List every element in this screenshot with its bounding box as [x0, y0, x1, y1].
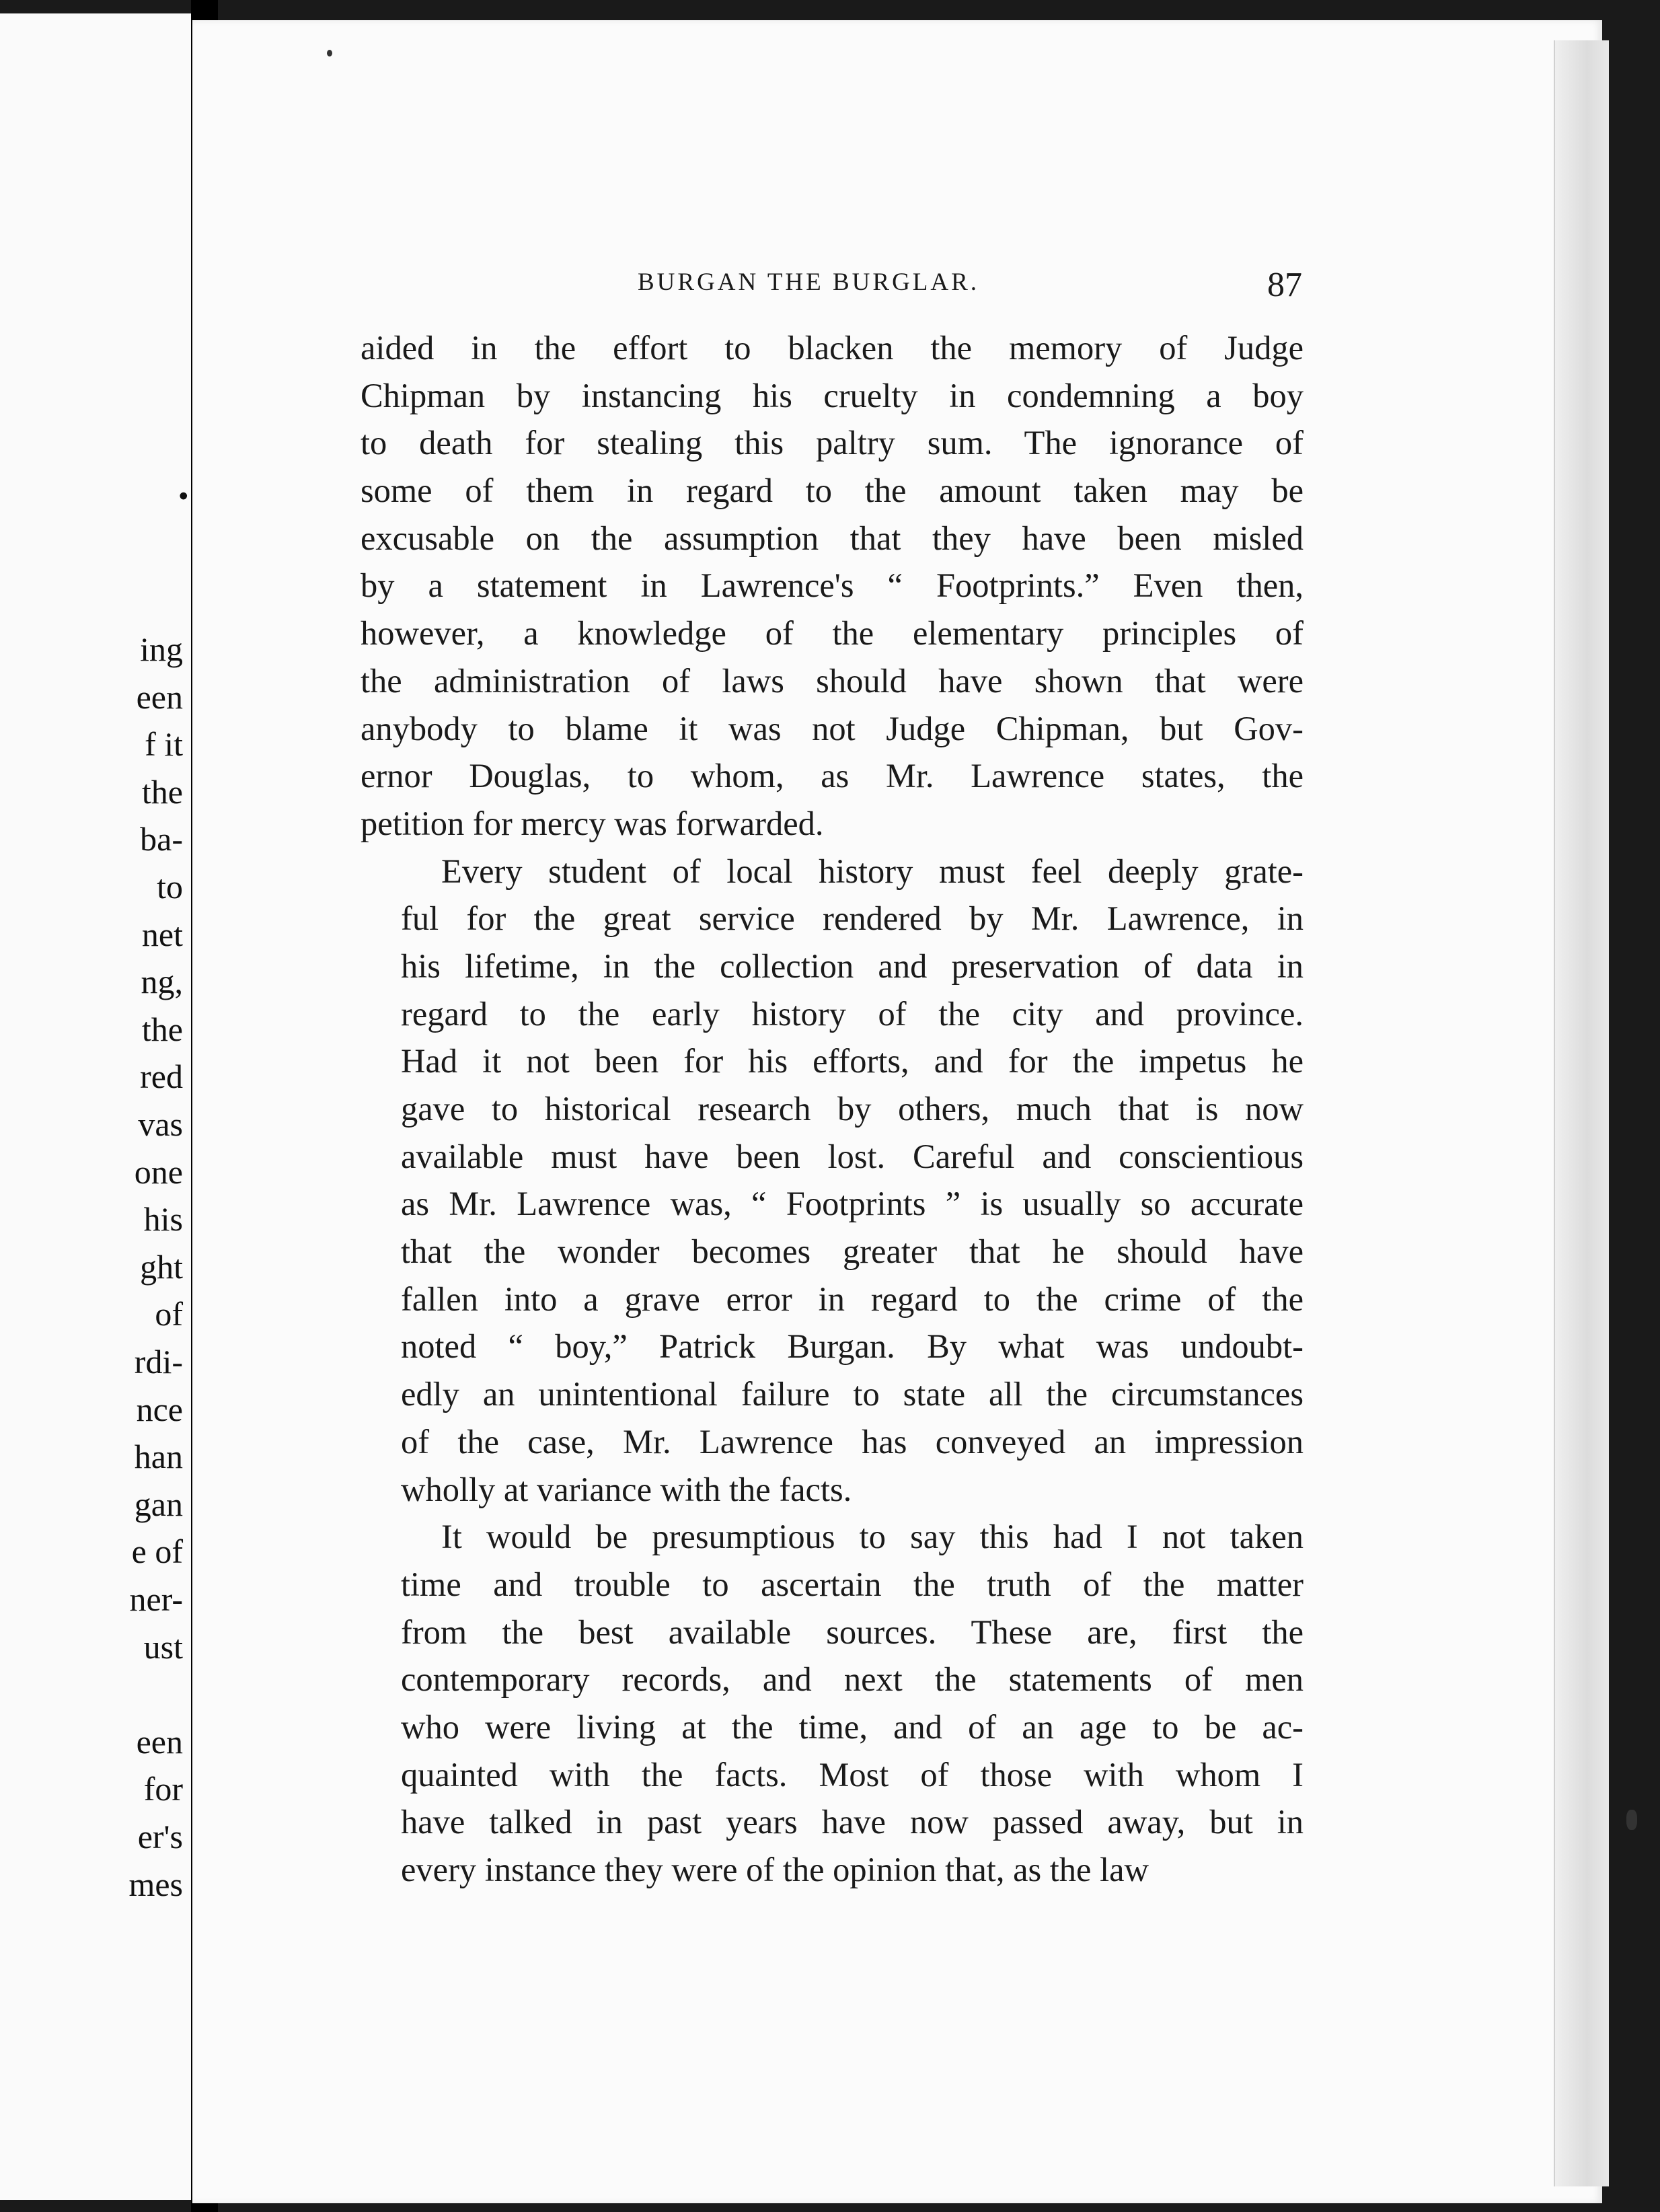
- facing-page-fragment: er's: [137, 1818, 183, 1855]
- page-edge: [1554, 40, 1609, 2186]
- text-line: who were living at the time, and of an age to be ac-: [401, 1707, 1304, 1746]
- text-line: wholly at variance with the facts.: [401, 1470, 852, 1508]
- text-line: by a statement in Lawrence's “ Footprints.” Even then,: [361, 566, 1304, 605]
- text-line: petition for mercy was forwarded.: [361, 804, 824, 842]
- facing-page-fragment: rdi-: [134, 1343, 183, 1380]
- text-line: that the wonder becomes greater that he should have: [401, 1232, 1304, 1271]
- facing-page-fragment: for: [143, 1770, 183, 1808]
- facing-page-fragment: e of: [131, 1533, 183, 1571]
- facing-page-fragment: mes: [128, 1865, 183, 1903]
- running-head: BURGAN THE BURGLAR.: [638, 268, 980, 296]
- text-line: aided in the effort to blacken the memory of Judge: [361, 329, 1304, 367]
- facing-page-fragment: ght: [140, 1247, 183, 1286]
- text-line: some of them in regard to the amount taken may be: [361, 472, 1304, 510]
- facing-page-left: [0, 13, 191, 2200]
- text-line: Chipman by instancing his cruelty in condemning a boy: [361, 376, 1304, 414]
- text-line: the administration of laws should have shown that were: [361, 661, 1304, 700]
- facing-page-fragment: nce: [136, 1390, 183, 1428]
- facing-page-fragment: een: [136, 1722, 183, 1761]
- text-line: gave to historical research by others, much that is now: [401, 1090, 1304, 1128]
- page-number: 87: [1267, 266, 1302, 304]
- facing-page-fragment: ba-: [140, 820, 183, 858]
- text-line: regard to the early history of the city and province.: [401, 994, 1304, 1033]
- paragraph: [361, 848, 1304, 1514]
- facing-page-fragment: ing: [140, 630, 183, 668]
- facing-page-fragment: f it: [145, 725, 183, 764]
- facing-page-fragment: net: [141, 915, 183, 953]
- paragraph: [361, 324, 1304, 848]
- paragraph: [361, 1513, 1304, 1894]
- text-line: time and trouble to ascertain the truth of the matter: [401, 1565, 1304, 1603]
- text-line: anybody to blame it was not Judge Chipman, but Gov-: [361, 709, 1304, 747]
- facing-page-fragment: han: [134, 1438, 183, 1476]
- facing-page-fragment: vas: [138, 1105, 183, 1143]
- text-line: every instance they were of the opinion that, as the law: [401, 1851, 1149, 1888]
- facing-page-fragment: een: [136, 677, 183, 716]
- text-line: contemporary records, and next the statements of men: [401, 1660, 1304, 1699]
- facing-page-fragment: ner-: [129, 1580, 183, 1618]
- facing-page-fragment: ust: [143, 1627, 183, 1666]
- text-line: Every student of local history must feel deeply grate-: [441, 852, 1304, 890]
- ink-speck: [1626, 1810, 1637, 1830]
- text-line: however, a knowledge of the elementary principles of: [361, 614, 1304, 653]
- text-line: fallen into a grave error in regard to the crime of the: [401, 1280, 1304, 1318]
- facing-page-fragment: the: [141, 772, 183, 811]
- text-line: quainted with the facts. Most of those with whom I: [401, 1755, 1304, 1794]
- text-line: ernor Douglas, to whom, as Mr. Lawrence states, the: [361, 757, 1304, 795]
- text-line: excusable on the assumption that they have been misled: [361, 519, 1304, 557]
- text-line: have talked in past years have now passed away, but in: [401, 1803, 1304, 1841]
- facing-page-fragment: the: [141, 1010, 183, 1048]
- facing-page-fragment: red: [140, 1058, 183, 1096]
- text-line: his lifetime, in the collection and preservation of data in: [401, 947, 1304, 985]
- text-line: noted “ boy,” Patrick Burgan. By what was undoubt-: [401, 1327, 1304, 1366]
- facing-page-fragment: his: [143, 1200, 183, 1239]
- text-line: It would be presumptious to say this had I not taken: [441, 1518, 1304, 1556]
- ink-speck: [327, 50, 332, 57]
- facing-page-fragment: ng,: [141, 963, 183, 1001]
- text-line: ful for the great service rendered by Mr. Lawrence, in: [401, 899, 1304, 938]
- text-line: to death for stealing this paltry sum. The ignorance of: [361, 424, 1304, 462]
- facing-page-fragment: of: [155, 1295, 183, 1333]
- facing-page-mark: .: [176, 445, 191, 512]
- text-line: available must have been lost. Careful and conscientious: [401, 1137, 1304, 1175]
- text-line: of the case, Mr. Lawrence has conveyed an impression: [401, 1422, 1304, 1461]
- text-line: as Mr. Lawrence was, “ Footprints ” is usually so accurate: [401, 1185, 1304, 1223]
- facing-page-fragment: gan: [134, 1485, 183, 1523]
- body-text: [361, 324, 1304, 1894]
- text-line: from the best available sources. These are, first the: [401, 1613, 1304, 1651]
- facing-page-fragment: one: [134, 1152, 183, 1191]
- text-line: edly an unintentional failure to state all the circumstances: [401, 1375, 1304, 1413]
- facing-page-fragment: to: [157, 868, 183, 906]
- text-line: Had it not been for his efforts, and for the impetus he: [401, 1042, 1304, 1080]
